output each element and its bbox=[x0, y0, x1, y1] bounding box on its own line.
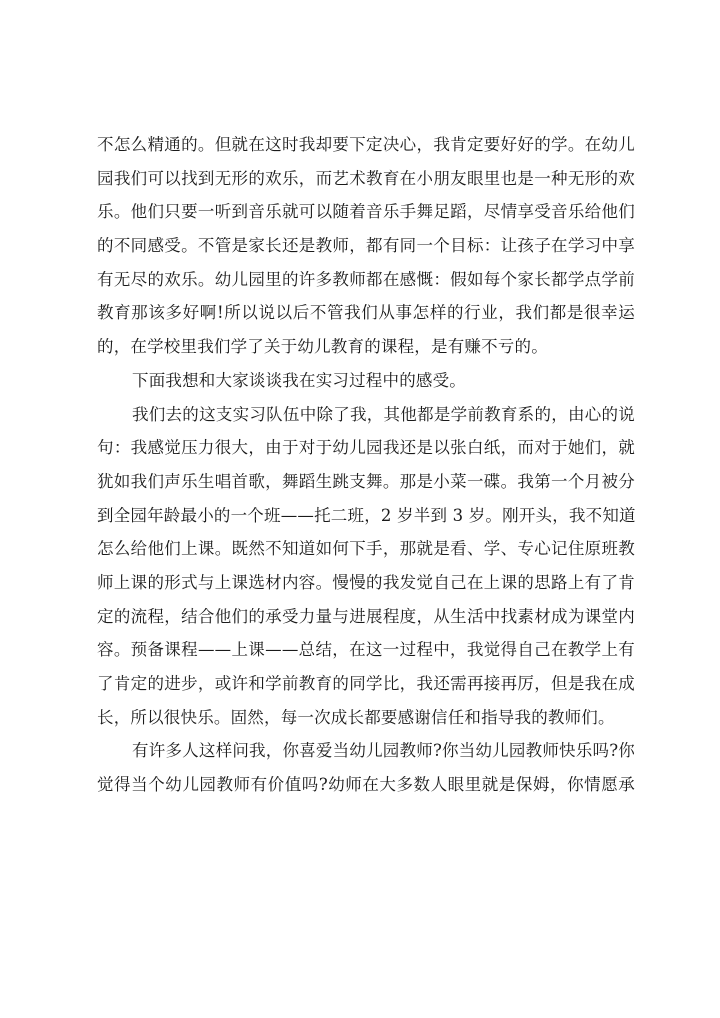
text-line: 到全园年龄最小的一个班——托二班，2 岁半到 3 岁。刚开头，我不知道 bbox=[97, 505, 636, 525]
text-line: 的不同感受。不管是家长还是教师，都有同一个目标：让孩子在学习中享 bbox=[97, 236, 635, 256]
text-line: 有许多人这样问我，你喜爱当幼儿园教师?你当幼儿园教师快乐吗?你 bbox=[132, 741, 635, 761]
text-line: 我们去的这支实习队伍中除了我，其他都是学前教育系的，由心的说 bbox=[132, 404, 635, 424]
text-line: 教育那该多好啊!所以说以后不管我们从事怎样的行业，我们都是很幸运 bbox=[97, 303, 635, 323]
text-line: 的，在学校里我们学了关于幼儿教育的课程，是有赚不亏的。 bbox=[97, 337, 548, 357]
text-line: 下面我想和大家谈谈我在实习过程中的感受。 bbox=[132, 370, 466, 390]
text-line: 园我们可以找到无形的欢乐，而艺术教育在小朋友眼里也是一种无形的欢 bbox=[97, 168, 635, 188]
text-line: 师上课的形式与上课选材内容。慢慢的我发觉自己在上课的思路上有了肯 bbox=[97, 572, 635, 592]
text-line: 长，所以很快乐。固然，每一次成长都要感谢信任和指导我的教师们。 bbox=[97, 707, 615, 727]
text-line: 犹如我们声乐生唱首歌，舞蹈生跳支舞。那是小菜一碟。我第一个月被分 bbox=[97, 471, 635, 491]
text-line: 乐。他们只要一听到音乐就可以随着音乐手舞足蹈，尽情享受音乐给他们 bbox=[97, 202, 635, 222]
text-line: 有无尽的欢乐。幼儿园里的许多教师都在感慨：假如每个家长都学点学前 bbox=[97, 269, 635, 289]
text-line: 觉得当个幼儿园教师有价值吗?幼师在大多数人眼里就是保姆，你情愿承 bbox=[97, 775, 635, 795]
document-body bbox=[97, 128, 635, 802]
text-line: 容。预备课程——上课——总结，在这一过程中，我觉得自己在教学上有 bbox=[97, 640, 635, 660]
text-line: 了肯定的进步，或许和学前教育的同学比，我还需再接再厉，但是我在成 bbox=[97, 674, 635, 693]
text-line: 定的流程，结合他们的承受力量与进展程度，从生活中找素材成为课堂内 bbox=[97, 606, 635, 626]
text-line: 不怎么精通的。但就在这时我却要下定决心，我肯定要好好的学。在幼儿 bbox=[97, 135, 635, 154]
text-line: 怎么给他们上课。既然不知道如何下手，那就是看、学、专心记住原班教 bbox=[97, 539, 635, 559]
text-line: 句：我感觉压力很大，由于对于幼儿园我还是以张白纸，而对于她们，就 bbox=[97, 438, 635, 458]
